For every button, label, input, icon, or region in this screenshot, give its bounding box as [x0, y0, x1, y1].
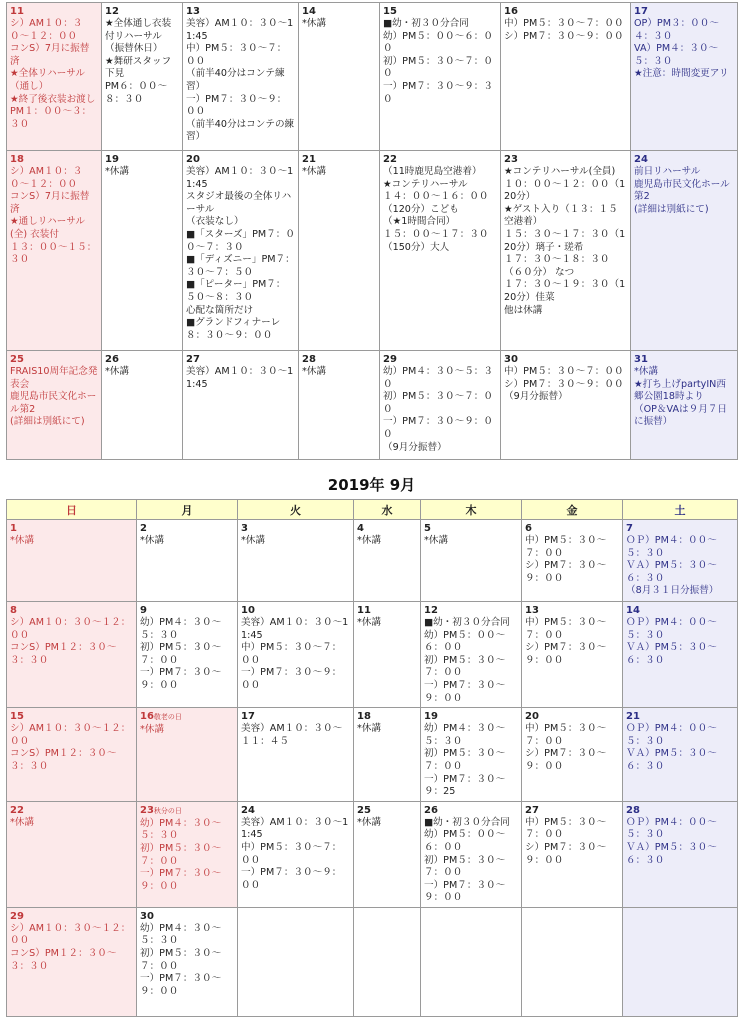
day-cell	[7, 708, 137, 802]
weekday-header: 火	[238, 500, 354, 520]
holiday-name: 秋分の日	[153, 806, 182, 815]
day-cell	[421, 801, 522, 907]
day-cell	[183, 3, 299, 151]
day-number: 14	[626, 605, 640, 616]
day-number: 10	[241, 605, 255, 616]
day-number: 21	[302, 154, 316, 165]
day-cell	[501, 151, 631, 351]
day-cell	[102, 3, 183, 151]
day-cell	[238, 520, 354, 602]
day-schedule: *休講	[357, 816, 381, 828]
day-schedule: *休講	[302, 166, 326, 177]
day-schedule: 中）PM５：３０〜７：００ シ）PM７：３０〜９：００	[504, 18, 624, 42]
day-schedule: *休講	[357, 617, 381, 628]
day-schedule: 美容）AM１０：３０〜11:45 中）PM５：３０〜７：００ （前半40分はコンテ練習） 一）PM７：３０〜９：００ （前半40分はコンテの練習）	[186, 18, 295, 143]
weekday-header: 月	[137, 500, 238, 520]
day-cell	[354, 801, 421, 907]
day-schedule: シ）AM１０：３０〜１２：００ コンS）PM１２：３０〜３：３０	[10, 617, 131, 666]
day-number: 14	[302, 6, 316, 17]
day-cell	[623, 602, 738, 708]
day-schedule: *休講	[140, 535, 164, 546]
day-number: 19	[424, 711, 438, 723]
day-schedule: 美容）AM１０：３０〜11:45 スタジオ最後の全体リハーサル （衣装なし） ■「スターズ」PM７：００〜７：３０ ■「ディズニー」PM７：３０〜７：５０ ■「ピーター」PM７：５０〜８：３０ 心配な箇所だけ ■グランドフィナーレ８：３０〜９：００	[186, 166, 295, 341]
day-schedule: 幼）PM４：３０〜５：３０ 初）PM５：３０〜７：００ 一）PM７：３０〜９：００	[140, 922, 222, 997]
empty-cell	[421, 907, 522, 1016]
calendar-week	[7, 708, 738, 802]
day-cell	[299, 151, 380, 351]
day-number: 26	[424, 804, 438, 816]
day-number: 25	[10, 354, 24, 365]
day-cell	[299, 351, 380, 460]
day-schedule: 幼）PM４：３０〜５：３０ 初）PM５：３０〜７：００ 一）PM７：３０〜９：25	[424, 723, 506, 798]
day-cell	[7, 602, 137, 708]
day-schedule: *休講	[302, 366, 326, 377]
day-cell	[354, 708, 421, 802]
holiday-name: 敬老の日	[153, 713, 182, 722]
day-cell	[299, 3, 380, 151]
day-number: 2	[140, 523, 147, 534]
day-number: 23	[504, 154, 518, 165]
day-schedule: ★コンテリハーサル(全員) １０：００〜１２：００（120分） ★ゲスト入り（１３：１５空港着） １５：３０〜１７：３０（120分）璃子・瑳希 １７：３０〜１８：３０（６０分） なつ １７：３０〜１９：３０（120分）佳菜 他は休講	[504, 166, 626, 316]
day-cell	[7, 151, 102, 351]
empty-cell	[522, 907, 623, 1016]
day-cell	[380, 3, 501, 151]
day-cell	[7, 3, 102, 151]
day-cell	[380, 351, 501, 460]
day-number: 20	[525, 711, 539, 723]
day-cell	[522, 801, 623, 907]
day-number: 22	[383, 154, 397, 165]
day-number: 1	[10, 523, 17, 534]
day-number: 17	[634, 6, 648, 17]
day-number: 25	[357, 804, 371, 816]
day-cell	[137, 602, 238, 708]
day-schedule: ＯＰ）PM４：００〜５：３０ ＶＡ）PM５：３０〜６：３０ （8月３１日分振替）	[626, 535, 719, 597]
day-number: 3	[241, 523, 248, 534]
day-schedule: シ）AM１０：３０〜１２：００ コンS）7月に振替済 ★全体リハーサル（通し） ★終了後衣装お渡し PM１：００〜３：３０	[10, 18, 96, 130]
day-cell	[522, 708, 623, 802]
day-number: 27	[186, 354, 200, 365]
day-schedule: OP）PM３：００〜４：３０ VA）PM４：３０〜５：３０ ★注意：時間変更アリ	[634, 18, 729, 80]
day-cell	[380, 151, 501, 351]
weekday-header-row	[7, 500, 738, 520]
day-schedule: FRAIS10周年記念発表会 鹿児島市民文化ホール第2 (詳細は別紙にて)	[10, 366, 98, 428]
weekday-header: 金	[522, 500, 623, 520]
day-schedule: （11時鹿児島空港着） ★コンテリハーサル １４：００〜１６：００（120分）こども （★1時間合同） １５：００〜１７：３０（150分）大人	[383, 166, 489, 253]
day-schedule: ＯＰ）PM４：００〜５：３０ ＶＡ）PM５：３０〜６：３０	[626, 723, 717, 772]
day-number: 4	[357, 523, 364, 534]
day-schedule: 幼）PM４：３０〜５：３０ 初）PM５：３０〜７：００ 一）PM７：３０〜９：００	[140, 817, 222, 892]
day-number: 28	[626, 804, 640, 816]
day-number: 13	[186, 6, 200, 17]
calendar-week	[7, 907, 738, 1016]
day-number: 22	[10, 804, 24, 816]
holiday-cell	[137, 801, 238, 907]
day-number: 31	[634, 354, 648, 365]
empty-cell	[354, 907, 421, 1016]
day-schedule: *休講	[357, 535, 381, 546]
day-cell	[623, 801, 738, 907]
day-cell	[522, 602, 623, 708]
day-number: 13	[525, 605, 539, 616]
weekday-header: 水	[354, 500, 421, 520]
day-number: 26	[105, 354, 119, 365]
weekday-header: 土	[623, 500, 738, 520]
day-schedule: 中）PM５：３０〜７：００ シ）PM７：３０〜９：００ （9月分振替）	[504, 366, 624, 403]
day-cell	[623, 520, 738, 602]
day-number	[140, 804, 234, 818]
day-schedule: シ）AM１０：３０〜１２：００ コンS）7月に振替済 ★通しリハーサル(全) 衣装付 １３：００〜１５：３０	[10, 166, 97, 266]
day-cell	[137, 907, 238, 1016]
day-cell	[421, 520, 522, 602]
empty-cell	[623, 907, 738, 1016]
day-schedule: ■幼・初３０分合同 幼）PM５：００〜６：００ 初）PM５：３０〜７：００ 一）PM７：３０〜９：００	[424, 816, 510, 904]
day-cell	[7, 520, 137, 602]
day-cell	[7, 801, 137, 907]
day-number: 27	[525, 804, 539, 816]
calendar-week	[7, 801, 738, 907]
calendar-week	[7, 520, 738, 602]
day-cell	[354, 520, 421, 602]
day-cell	[238, 602, 354, 708]
day-number: 9	[140, 605, 147, 616]
day-number-value: 16	[140, 711, 154, 723]
calendar-week	[7, 602, 738, 708]
day-schedule: ＯＰ）PM４：００〜５：３０ ＶＡ）PM５：３０〜６：３０	[626, 816, 717, 866]
day-schedule: 幼）PM４：３０〜５：３０ 初）PM５：３０〜７：００ 一）PM７：３０〜９：００	[140, 617, 222, 691]
weekday-header: 木	[421, 500, 522, 520]
day-number: 30	[504, 354, 518, 365]
day-number: 7	[626, 523, 633, 534]
day-schedule: 美容）AM１０：３０〜11:45 中）PM５：３０〜７：００ 一）PM７：３０〜９：００	[241, 617, 349, 691]
day-schedule: 中）PM５：３０〜７：００ シ）PM７：３０〜９：００	[525, 816, 607, 866]
day-cell	[631, 151, 738, 351]
day-number: 21	[626, 711, 640, 723]
day-schedule: *休講	[105, 366, 129, 377]
day-number: 5	[424, 523, 431, 534]
day-number: 29	[10, 910, 24, 922]
day-cell	[421, 602, 522, 708]
day-cell	[501, 3, 631, 151]
day-cell	[7, 351, 102, 460]
day-cell	[183, 151, 299, 351]
day-number-value: 23	[140, 804, 154, 816]
day-cell	[7, 907, 137, 1016]
day-number: 28	[302, 354, 316, 365]
calendar-week	[7, 151, 738, 351]
day-cell	[631, 351, 738, 460]
day-cell	[421, 708, 522, 802]
day-cell	[522, 520, 623, 602]
day-schedule: ★全体通し衣装付リハーサル （振替休日） ★舞研スタッフ下見 PM６：００〜８：３０	[105, 18, 172, 105]
day-cell	[623, 708, 738, 802]
day-cell	[183, 351, 299, 460]
august-calendar	[6, 2, 738, 460]
holiday-cell	[137, 708, 238, 802]
month-title: 2019年 9月	[327, 476, 416, 494]
day-schedule: *休講	[105, 166, 129, 177]
calendar-week	[7, 3, 738, 151]
day-number: 29	[383, 354, 397, 365]
day-schedule: *休講	[241, 535, 265, 546]
day-schedule: *休講 ★打ち上げpartyIN西郷公園18時より （OP＆VAは９月７日に振替）	[634, 366, 728, 428]
day-number: 15	[383, 6, 397, 17]
day-number: 20	[186, 154, 200, 165]
day-schedule: *休講	[10, 816, 34, 828]
day-cell	[631, 3, 738, 151]
day-schedule: *休講	[424, 535, 448, 546]
day-schedule: 中）PM５：３０〜７：００ シ）PM７：３０〜９：００	[525, 723, 607, 772]
day-schedule: 美容）AM１０：３０〜１１：４５	[241, 723, 343, 747]
day-number: 19	[105, 154, 119, 165]
day-number: 30	[140, 910, 154, 922]
day-schedule: ■幼・初３０分合同 幼）PM５：００〜６：００ 初）PM５：３０〜７：００ 一）PM７：３０〜９：００	[424, 617, 510, 704]
day-number: 12	[105, 6, 119, 17]
day-number: 11	[357, 605, 371, 616]
day-number: 18	[357, 711, 371, 723]
day-number: 24	[634, 154, 648, 165]
day-cell	[354, 602, 421, 708]
day-cell	[137, 520, 238, 602]
day-cell	[238, 708, 354, 802]
day-schedule: シ）AM１０：３０〜１２：００ コンS）PM１２：３０〜３：３０	[10, 922, 131, 972]
day-schedule: 中）PM５：３０〜７：００ シ）PM７：３０〜９：００	[525, 535, 607, 584]
day-schedule: シ）AM１０：３０〜１２：００ コンS）PM１２：３０〜３：３０	[10, 723, 131, 772]
day-schedule: 美容）AM１０：３０〜11:45	[186, 366, 294, 390]
day-number: 12	[424, 605, 438, 616]
day-schedule: 幼）PM４：３０〜５：３０ 初）PM５：３０〜７：００ 一）PM７：３０〜９：００ （9月分振替）	[383, 366, 493, 453]
day-cell	[238, 801, 354, 907]
september-calendar	[6, 499, 738, 1017]
day-number: 15	[10, 711, 24, 723]
day-schedule: *休講	[10, 535, 34, 546]
day-schedule: ■幼・初３０分合同 幼）PM５：００〜６：００ 初）PM５：３０〜７：００ 一）PM７：３０〜９：３０	[383, 18, 493, 105]
day-number: 6	[525, 523, 532, 534]
weekday-header: 日	[7, 500, 137, 520]
day-number: 18	[10, 154, 24, 165]
calendar-week	[7, 351, 738, 460]
day-cell	[102, 151, 183, 351]
day-schedule: 美容）AM１０：３０〜11:45 中）PM５：３０〜７：００ 一）PM７：３０〜９：００	[241, 816, 349, 891]
empty-cell	[238, 907, 354, 1016]
day-number	[140, 710, 234, 724]
day-number: 16	[504, 6, 518, 17]
day-schedule: *休講	[140, 724, 164, 736]
day-number: 24	[241, 804, 255, 816]
day-cell	[102, 351, 183, 460]
day-cell	[501, 351, 631, 460]
day-schedule: ＯＰ）PM４：００〜５：３０ ＶＡ）PM５：３０〜６：３０	[626, 617, 717, 666]
day-number: 8	[10, 605, 17, 616]
day-number: 17	[241, 711, 255, 723]
day-number: 11	[10, 6, 24, 17]
day-schedule: *休講	[357, 723, 381, 735]
day-schedule: 中）PM５：３０〜７：００ シ）PM７：３０〜９：００	[525, 617, 607, 666]
day-schedule: *休講	[302, 18, 326, 29]
day-schedule: 前日リハーサル 鹿児島市民文化ホール第2 (詳細は別紙にて)	[634, 166, 730, 215]
